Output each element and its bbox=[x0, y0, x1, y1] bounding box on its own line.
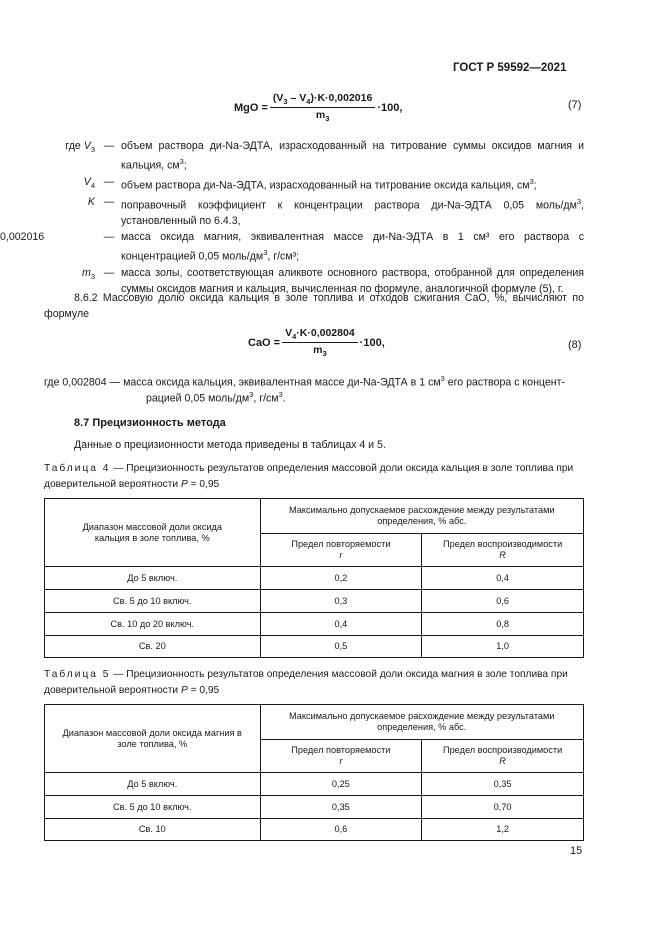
table-cell: 0,25 bbox=[260, 773, 422, 796]
table-row bbox=[45, 636, 584, 658]
standard-header: ГОСТ Р 59592—2021 bbox=[453, 62, 567, 74]
table-row bbox=[45, 773, 584, 796]
formula-7-fraction bbox=[270, 92, 375, 123]
table-4 bbox=[44, 498, 584, 658]
table-4-header-reproducibility: Предел воспроизводимости R bbox=[422, 534, 584, 567]
formula-7 bbox=[234, 92, 402, 123]
table-cell: 0,5 bbox=[260, 636, 422, 658]
paragraph-8-6-2: 8.6.2 Массовую долю оксида кальция в золе топлива и отходов сжигания CaO, %, вычисляют по формуле bbox=[44, 292, 584, 320]
formula-8-tail: ·100, bbox=[359, 336, 385, 349]
formula-8 bbox=[248, 327, 385, 358]
table-cell: Св. 5 до 10 включ. bbox=[45, 796, 261, 819]
table-row bbox=[45, 590, 584, 613]
definition-k: K — поправочный коэффициент к концентрации раствора ди-Na-ЭДТА 0,05 моль/$дм^3$, установленный по 6.4.3, bbox=[87, 195, 584, 228]
table-4-caption-line1: Таблица 4 — Прецизионность результатов определения массовой доли оксида кальция в золе топлива при bbox=[44, 463, 574, 474]
table-row bbox=[45, 567, 584, 590]
formula-8-numerator: $V_4\cdot K\cdot 0,002804$ bbox=[282, 327, 358, 343]
table-5-caption-line2: доверительной вероятности P = 0,95 bbox=[44, 685, 220, 696]
table-5-caption-line1: Таблица 5 — Прецизионность результатов определения массовой доли оксида магния в золе топлива при bbox=[44, 669, 568, 680]
table-cell: Св. 5 до 10 включ. bbox=[45, 590, 261, 613]
table-cell: 0,6 bbox=[422, 590, 584, 613]
definition-0-002804-line1: где 0,002804 — масса оксида кальция, эквивалентная массе ди-Na-ЭДТА в 1 $см^3$ его раствора с концент- bbox=[44, 374, 565, 389]
table-cell: Св. 10 до 20 включ. bbox=[45, 613, 261, 636]
definition-0-002016: 0,002016 — масса оксида магния, эквивалентная массе ди-Na-ЭДТА в 1 см³ его раствора с концентрацией 0,05 моль/$дм^3$, г/см³; bbox=[0, 231, 584, 263]
table-cell: 0,3 bbox=[260, 590, 422, 613]
formula-7-definitions bbox=[0, 138, 584, 297]
table-cell: До 5 включ. bbox=[45, 773, 261, 796]
definition-v3: где $V_3$ — объем раствора ди-Na-ЭДТА, израсходованный на титрование суммы оксидов магния и кальция, $см^3$; bbox=[65, 140, 584, 172]
table-cell: 0,8 bbox=[422, 613, 584, 636]
formula-8-denominator: $m_3$ bbox=[313, 344, 327, 359]
paragraph-8-7: Данные о прецизионности метода приведены в таблицах 4 и 5. bbox=[74, 439, 386, 451]
formula-8-lhs: CaO = bbox=[248, 336, 281, 349]
formula-8-number: (8) bbox=[568, 339, 582, 351]
table-cell: 0,6 bbox=[260, 819, 422, 841]
table-5 bbox=[44, 704, 584, 841]
table-cell: До 5 включ. bbox=[45, 567, 261, 590]
table-5-header-range: Диапазон массовой доли оксида магния в золе топлива, % bbox=[45, 705, 261, 773]
table-cell: 0,4 bbox=[260, 613, 422, 636]
table-cell: 0,4 bbox=[422, 567, 584, 590]
definition-v4: $V_4$ — объем раствора ди-Na-ЭДТА, израсходованный на титрование оксида кальция, $см^3$; bbox=[83, 175, 537, 192]
table-4-header-repeatability: Предел повторяемости r bbox=[260, 534, 422, 567]
table-cell: 0,35 bbox=[260, 796, 422, 819]
table-cell: Св. 10 bbox=[45, 819, 261, 841]
table-4-header-range: Диапазон массовой доли оксида кальция в золе топлива, % bbox=[45, 499, 261, 567]
table-row bbox=[45, 613, 584, 636]
table-5-header-max: Максимально допускаемое расхождение между результатами определения, % абс. bbox=[260, 705, 584, 740]
table-4-header-row-1 bbox=[45, 499, 584, 534]
table-cell: Св. 20 bbox=[45, 636, 261, 658]
table-row bbox=[45, 819, 584, 841]
formula-7-lhs: MgO = bbox=[234, 101, 268, 114]
table-5-header-repeatability: Предел повторяемости r bbox=[260, 740, 422, 773]
table-4-header-max: Максимально допускаемое расхождение между результатами определения, % абс. bbox=[260, 499, 583, 534]
section-8-7-title: 8.7 Прецизионность метода bbox=[74, 417, 226, 429]
formula-7-denominator: $m_3$ bbox=[315, 109, 330, 124]
table-5-header-row-1 bbox=[45, 705, 584, 740]
table-row bbox=[45, 796, 584, 819]
formula-7-numerator: $(V_3 - V_4)\cdot K\cdot 0,002016$ bbox=[270, 92, 375, 108]
table-4-caption-line2: доверительной вероятности P = 0,95 bbox=[44, 479, 220, 490]
definition-m3: $m_3$ — масса золы, соответствующая аликвоте основного раствора, отобранной для определения суммы оксидов магния и кальция, вычисленная по формуле, аналогичной формуле (5), г. bbox=[82, 266, 584, 295]
formula-7-number: (7) bbox=[568, 99, 582, 111]
definition-0-002804-line2: рацией 0,05 моль/$дм^3$, $г/см^3$. bbox=[146, 390, 286, 405]
table-cell: 0,35 bbox=[422, 773, 584, 796]
page-number: 15 bbox=[570, 845, 583, 857]
formula-8-fraction bbox=[282, 327, 358, 358]
table-cell: 1,2 bbox=[422, 819, 584, 841]
table-cell: 0,2 bbox=[260, 567, 422, 590]
table-cell: 0,70 bbox=[422, 796, 584, 819]
table-cell: 1,0 bbox=[422, 636, 584, 658]
formula-7-tail: ·100, bbox=[377, 101, 403, 114]
table-5-header-reproducibility: Предел воспроизводимости R bbox=[422, 740, 584, 773]
